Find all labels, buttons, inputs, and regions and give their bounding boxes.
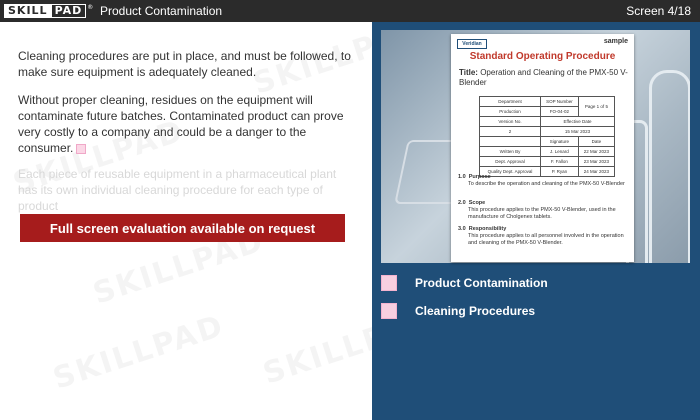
sop-heading: Standard Operating Procedure	[469, 51, 616, 62]
table-cell: 2	[480, 127, 541, 137]
sop-section	[458, 200, 628, 221]
table-cell: FO-04-02	[540, 107, 578, 117]
registered-mark: ®	[87, 4, 95, 11]
sop-title	[459, 68, 629, 88]
table-cell: Date	[578, 137, 614, 147]
table-cell: Version No.	[480, 117, 541, 127]
contamination-text: Without proper cleaning, residues on the equipment will contaminate future batches. Contaminated product can prove very costly to a company and could be a danger to the consumer.	[18, 93, 344, 155]
table-cell: SOP Number	[540, 97, 578, 107]
rail-shape	[649, 70, 690, 263]
table-cell: Written By	[480, 147, 541, 157]
table-row	[480, 157, 615, 167]
section-text: This procedure applies to the PMX-50 V-Blender, used in the manufacture of Cholgenex tablets.	[468, 207, 616, 220]
section-heading	[458, 226, 628, 233]
evaluation-button[interactable]: Full screen evaluation available on request	[20, 214, 345, 242]
skillpad-logo	[4, 4, 94, 18]
sop-document	[451, 34, 634, 262]
company-logo: Veridian	[457, 39, 487, 49]
module-title: Product Contamination	[100, 4, 223, 18]
intro-paragraph: Cleaning procedures are put in place, and must be followed, to make sure equipment is adequately cleaned.	[18, 49, 351, 79]
section-number: 3.0	[458, 226, 466, 232]
sop-title-label: Title:	[459, 68, 478, 77]
section-heading	[458, 200, 628, 207]
table-cell: Quality Dept. Approval	[480, 167, 541, 177]
watermark	[49, 308, 229, 396]
menu-item-product-contamination[interactable]	[381, 273, 681, 293]
table-cell: J. Lenard	[540, 147, 578, 157]
logo-pad-text: PAD	[52, 4, 87, 18]
menu-item-cleaning-procedures[interactable]	[381, 301, 681, 321]
menu-checkbox-icon[interactable]	[381, 303, 397, 319]
table-cell: Dept. Approval	[480, 157, 541, 167]
table-row	[480, 127, 615, 137]
table-row	[480, 97, 615, 107]
table-cell: 22 Mar 2023	[578, 147, 614, 157]
table-cell: P. Ryan	[540, 167, 578, 177]
top-bar	[0, 0, 700, 22]
table-row	[480, 147, 615, 157]
table-cell: Signature	[540, 137, 578, 147]
menu-item-label: Cleaning Procedures	[415, 304, 536, 318]
section-number: 2.0	[458, 200, 466, 206]
menu-checkbox-icon[interactable]	[381, 275, 397, 291]
menu-item-label: Product Contamination	[415, 276, 548, 290]
section-text: This procedure applies to all personnel involved in the operation and cleaning of the PMX-50 V-Blender.	[468, 233, 624, 246]
sop-approval-table	[479, 96, 615, 177]
section-title: Responsibility	[468, 226, 507, 232]
section-number: 1.0	[458, 174, 466, 180]
contamination-paragraph	[18, 92, 358, 156]
table-cell: Production	[480, 107, 541, 117]
sop-title-text: Operation and Cleaning of the PMX-50 V-Blender	[459, 68, 628, 87]
table-row	[480, 137, 615, 147]
table-cell: 24 Mar 2023	[578, 167, 614, 177]
sop-section	[458, 226, 628, 247]
audio-marker-icon[interactable]	[76, 144, 86, 154]
table-cell: 23 Mar 2023	[578, 157, 614, 167]
sample-label: sample	[603, 38, 628, 45]
section-heading	[458, 174, 628, 181]
table-cell	[480, 137, 541, 147]
screen-counter: Screen 4/18	[626, 4, 691, 18]
logo-skill-text: SKILL	[4, 4, 52, 18]
section-title: Scope	[468, 200, 486, 206]
table-cell: Page 1 of 5	[578, 97, 614, 117]
table-cell: Department	[480, 97, 541, 107]
faded-paragraph: Each piece of reusable equipment in a pharmaceutical plant has its own individual cleaning procedure for each type of product	[18, 167, 337, 213]
section-text: To describe the operation and cleaning of the PMX-50 V-Blender	[468, 181, 625, 187]
table-cell: F. Fallon	[540, 157, 578, 167]
table-cell: 15 Mar 2023	[540, 127, 614, 137]
sop-section	[458, 174, 628, 188]
section-title: Purpose	[468, 174, 491, 180]
table-row	[480, 117, 615, 127]
table-cell: Effective Date	[540, 117, 614, 127]
